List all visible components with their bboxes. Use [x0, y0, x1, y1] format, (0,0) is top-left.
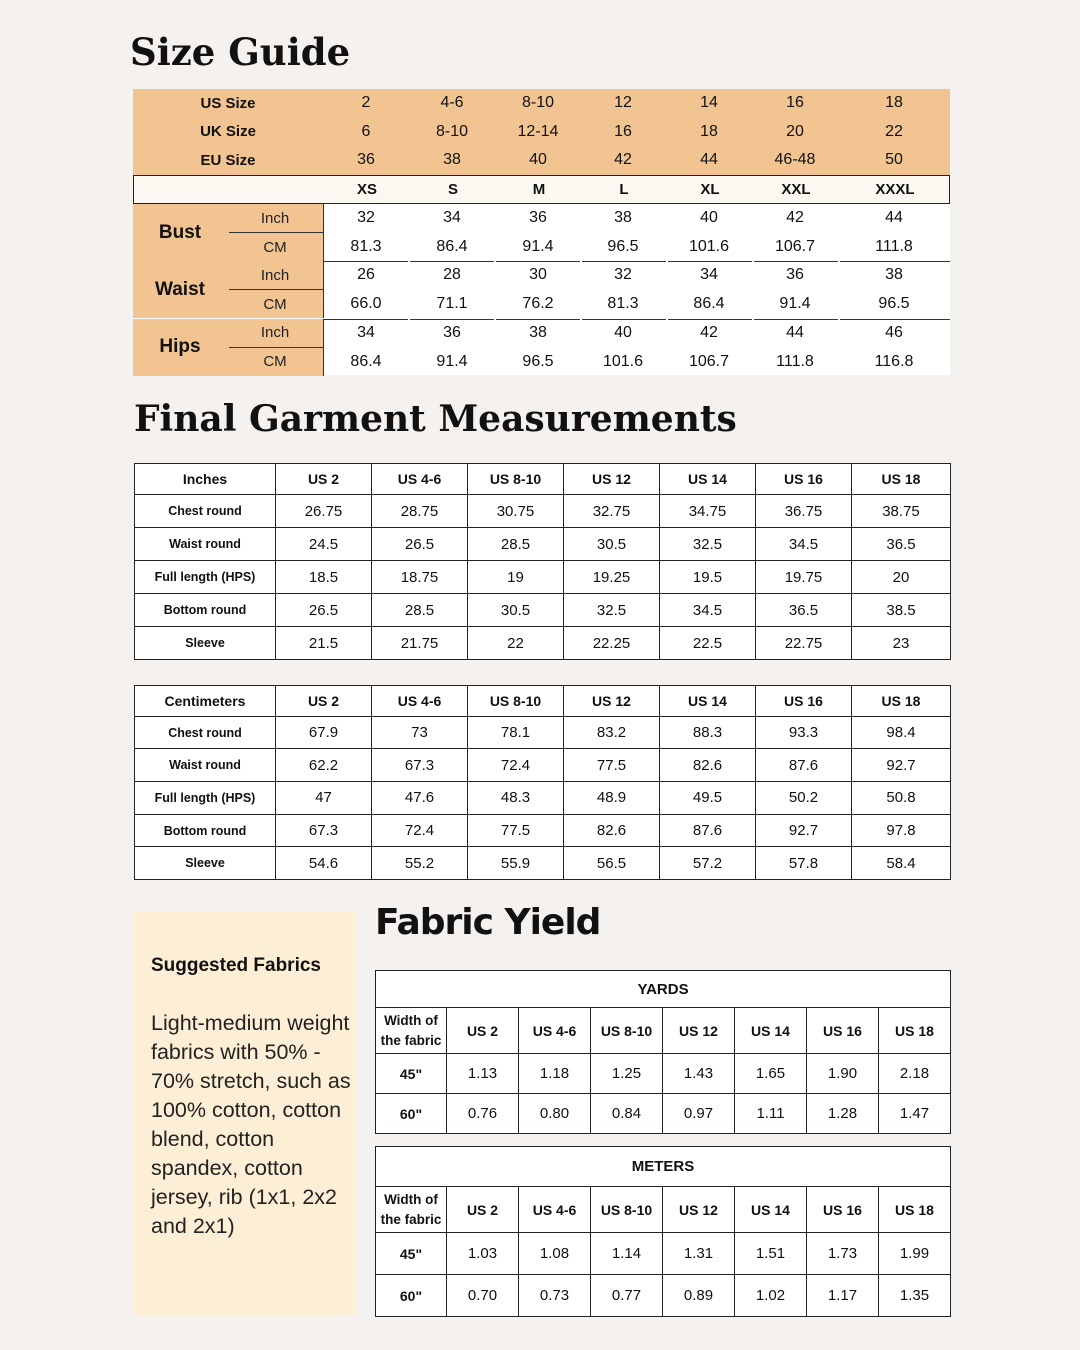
cm-value: 106.7: [774, 238, 816, 255]
size-header: US 12: [564, 686, 660, 717]
size-value: 44: [700, 151, 718, 169]
yield-value: 1.08: [519, 1233, 591, 1275]
cm-value: 81.3: [350, 238, 382, 255]
row-separator: [496, 261, 580, 262]
yield-value: 1.17: [807, 1275, 879, 1317]
unit-caption: YARDS: [376, 971, 951, 1008]
measurement-value: 22: [468, 627, 564, 660]
inch-value: 28: [443, 266, 461, 284]
caption-row: [376, 1147, 951, 1187]
unit-header: Centimeters: [135, 686, 276, 717]
measurement-value: 32.75: [564, 495, 660, 528]
yield-value: 0.76: [447, 1094, 519, 1134]
yield-value: 0.97: [663, 1094, 735, 1134]
fabric-yield-title: Fabric Yield: [375, 902, 601, 943]
size-header: US 2: [447, 1008, 519, 1054]
letter-size: XXL: [781, 181, 811, 198]
measurement-value: 34.75: [660, 495, 756, 528]
inch-value: 36: [529, 209, 547, 226]
suggested-fabrics-panel: [133, 911, 355, 1316]
garment-table-centimeters: [134, 685, 951, 880]
cm-value: 86.4: [350, 352, 382, 370]
size-system-row: [133, 89, 950, 117]
size-header: US 16: [807, 1008, 879, 1054]
table-row: [135, 814, 951, 847]
size-header: US 12: [564, 464, 660, 495]
inch-value: 26: [357, 266, 375, 284]
size-header: US 2: [276, 464, 372, 495]
yield-value: 1.11: [735, 1094, 807, 1134]
header-row: [135, 464, 951, 495]
size-value: 50: [885, 151, 903, 169]
size-value: 12: [614, 94, 632, 111]
measurement-group: [133, 261, 950, 318]
size-header: US 16: [807, 1187, 879, 1233]
size-guide-table: [133, 89, 950, 375]
size-header: US 8-10: [468, 464, 564, 495]
measurement-value: 48.3: [468, 782, 564, 815]
yield-value: 1.31: [663, 1233, 735, 1275]
size-header: US 14: [735, 1187, 807, 1233]
measurement-value: 28.75: [372, 495, 468, 528]
measurement-value: 38.5: [852, 594, 951, 627]
measurement-value: 19: [468, 561, 564, 594]
measurement-value: 26.75: [276, 495, 372, 528]
inch-value: 44: [885, 209, 903, 226]
letter-size: L: [619, 181, 629, 198]
cm-value: 86.4: [693, 295, 725, 313]
letter-size: XXXL: [875, 181, 915, 198]
measurement-value: 92.7: [852, 749, 951, 782]
measurement-value: 67.3: [372, 749, 468, 782]
cm-value: 116.8: [874, 352, 914, 370]
unit-header: Inches: [135, 464, 276, 495]
measurement-value: 18.5: [276, 561, 372, 594]
yield-value: 0.80: [519, 1094, 591, 1134]
measurement-value: 36.5: [756, 594, 852, 627]
size-header: US 18: [852, 464, 951, 495]
measurement-label: Full length (HPS): [135, 561, 276, 594]
yield-value: 1.73: [807, 1233, 879, 1275]
cm-value: 96.5: [607, 238, 639, 255]
size-header: US 2: [276, 686, 372, 717]
yield-value: 1.90: [807, 1054, 879, 1094]
yield-value: 0.70: [447, 1275, 519, 1317]
size-header: US 4-6: [519, 1008, 591, 1054]
unit-column: [227, 261, 323, 318]
size-value: 42: [614, 151, 632, 169]
measurement-group: [133, 319, 950, 376]
measurement-value: 38.75: [852, 495, 951, 528]
cm-value: 81.3: [607, 295, 639, 313]
measurement-value: 55.9: [468, 847, 564, 880]
letter-size: XL: [700, 181, 720, 198]
measurement-value: 82.6: [564, 814, 660, 847]
letter-size: M: [532, 181, 546, 198]
table-row: [376, 1233, 951, 1275]
garment-measurements-title: Final Garment Measurements: [134, 398, 737, 440]
size-value: 6: [361, 122, 371, 140]
measurement-label: Waist round: [135, 528, 276, 561]
measurement-value: 36.75: [756, 495, 852, 528]
measurement-value: 22.75: [756, 627, 852, 660]
size-header: US 16: [756, 686, 852, 717]
size-header: US 2: [447, 1187, 519, 1233]
unit-cm-label: CM: [263, 238, 287, 256]
size-header: US 16: [756, 464, 852, 495]
measurement-group: [133, 204, 950, 261]
size-header: US 14: [660, 464, 756, 495]
measurement-value: 28.5: [372, 594, 468, 627]
table-row: [376, 1054, 951, 1094]
measurement-value: 34.5: [660, 594, 756, 627]
inch-value: 36: [443, 323, 461, 341]
suggested-fabrics-title: Suggested Fabrics: [151, 955, 321, 976]
measurement-value: 49.5: [660, 782, 756, 815]
measurement-value: 50.8: [852, 782, 951, 815]
inch-value: 34: [700, 266, 718, 284]
measurement-value: 87.6: [756, 749, 852, 782]
measurement-value: 30.5: [564, 528, 660, 561]
measurement-value: 72.4: [372, 814, 468, 847]
garment-table-inches: [134, 463, 951, 660]
size-header: US 12: [663, 1187, 735, 1233]
header-row: [376, 1187, 951, 1233]
size-value: 14: [700, 94, 718, 111]
row-separator: [668, 319, 752, 320]
fabric-yield-meters-table: [375, 1146, 951, 1317]
measurement-value: 57.2: [660, 847, 756, 880]
cm-value: 106.7: [688, 352, 730, 370]
measurement-value: 36.5: [852, 528, 951, 561]
size-value: 4-6: [440, 94, 464, 111]
measurement-value: 92.7: [756, 814, 852, 847]
row-separator: [582, 261, 666, 262]
size-header: US 4-6: [519, 1187, 591, 1233]
measurement-value: 62.2: [276, 749, 372, 782]
table-row: [135, 782, 951, 815]
size-value: 2: [361, 94, 371, 111]
table-row: [135, 716, 951, 749]
measurement-value: 83.2: [564, 716, 660, 749]
measurement-value: 20: [852, 561, 951, 594]
size-system-row: [133, 118, 950, 146]
measurement-value: 77.5: [564, 749, 660, 782]
yield-value: 1.25: [591, 1054, 663, 1094]
yield-value: 1.99: [879, 1233, 951, 1275]
table-row: [376, 1094, 951, 1134]
inch-value: 38: [885, 266, 903, 284]
measurement-value: 72.4: [468, 749, 564, 782]
size-header: US 14: [660, 686, 756, 717]
size-value: 8-10: [435, 122, 469, 140]
cm-value: 96.5: [878, 295, 910, 313]
yield-value: 1.28: [807, 1094, 879, 1134]
cm-value: 66.0: [350, 295, 382, 313]
cm-value: 101.6: [602, 352, 644, 370]
fabric-width: 45": [376, 1054, 447, 1094]
measurement-value: 57.8: [756, 847, 852, 880]
size-value: 16: [786, 94, 804, 111]
inch-value: 36: [786, 266, 804, 284]
size-header: US 8-10: [591, 1187, 663, 1233]
measurement-value: 32.5: [660, 528, 756, 561]
unit-caption: METERS: [376, 1147, 951, 1187]
measurement-value: 22.5: [660, 627, 756, 660]
row-separator: [496, 319, 580, 320]
cm-value: 91.4: [522, 238, 554, 255]
measurement-label: Sleeve: [135, 847, 276, 880]
yield-value: 1.18: [519, 1054, 591, 1094]
size-system-label: EU Size: [200, 151, 256, 169]
row-separator: [754, 319, 838, 320]
size-value: 38: [443, 151, 461, 169]
size-value: 36: [357, 151, 375, 169]
fabric-width: 60": [376, 1094, 447, 1134]
size-value: 16: [614, 122, 632, 140]
measurement-value: 47: [276, 782, 372, 815]
cm-value: 96.5: [522, 352, 554, 370]
yield-value: 1.14: [591, 1233, 663, 1275]
size-system-label: UK Size: [200, 123, 256, 141]
table-row: [135, 627, 951, 660]
row-separator: [754, 261, 838, 262]
size-value: 18: [700, 122, 718, 140]
row-separator: [840, 319, 950, 320]
width-header: Width of the fabric: [376, 1187, 447, 1233]
size-system-label: US Size: [200, 94, 256, 112]
size-conversion-header: [133, 89, 950, 175]
measurement-value: 67.3: [276, 814, 372, 847]
size-value: 40: [529, 151, 547, 169]
measurement-value: 47.6: [372, 782, 468, 815]
row-separator: [840, 261, 950, 262]
measurement-value: 56.5: [564, 847, 660, 880]
measurement-value: 34.5: [756, 528, 852, 561]
cm-value: 91.4: [436, 352, 468, 370]
inch-value: 42: [700, 323, 718, 341]
cm-value: 101.6: [688, 238, 730, 255]
table-row: [135, 847, 951, 880]
measurement-value: 93.3: [756, 716, 852, 749]
width-header: Width of the fabric: [376, 1008, 447, 1054]
row-separator: [582, 319, 666, 320]
row-separator: [668, 261, 752, 262]
table-row: [135, 528, 951, 561]
measurement-value: 82.6: [660, 749, 756, 782]
inch-value: 34: [357, 323, 375, 341]
size-header: US 12: [663, 1008, 735, 1054]
measurement-value: 50.2: [756, 782, 852, 815]
size-value: 22: [885, 122, 903, 140]
header-row: [376, 1008, 951, 1054]
row-separator: [324, 261, 408, 262]
measurement-value: 19.75: [756, 561, 852, 594]
measurement-value: 21.75: [372, 627, 468, 660]
inch-value: 34: [443, 209, 461, 226]
measurement-value: 19.5: [660, 561, 756, 594]
inch-value: 32: [614, 266, 632, 284]
table-row: [135, 594, 951, 627]
yield-value: 1.47: [879, 1094, 951, 1134]
size-value: 8-10: [521, 94, 555, 111]
measurement-value: 21.5: [276, 627, 372, 660]
yield-value: 0.89: [663, 1275, 735, 1317]
measurement-value: 87.6: [660, 814, 756, 847]
suggested-fabrics-text: Light-medium weight fabrics with 50% - 70% stretch, such as 100% cotton, cotton blend, cotton spandex, cotton jersey, rib (1x1, 2x2 and 2x1): [151, 1011, 351, 1238]
measurement-label: Bottom round: [135, 814, 276, 847]
caption-row: [376, 971, 951, 1008]
cm-value: 86.4: [436, 238, 468, 255]
yield-value: 1.35: [879, 1275, 951, 1317]
measurement-value: 32.5: [564, 594, 660, 627]
size-header: US 18: [879, 1187, 951, 1233]
cm-value: 91.4: [779, 295, 811, 313]
yield-value: 0.73: [519, 1275, 591, 1317]
measurement-name: Bust: [133, 204, 227, 261]
yield-value: 1.51: [735, 1233, 807, 1275]
measurement-label: Bottom round: [135, 594, 276, 627]
measurement-value: 58.4: [852, 847, 951, 880]
letter-size: XS: [356, 181, 377, 198]
measurement-value: 54.6: [276, 847, 372, 880]
inch-value: 40: [700, 209, 718, 226]
size-header: US 18: [852, 686, 951, 717]
unit-inch-label: Inch: [260, 324, 290, 342]
measurement-value: 30.75: [468, 495, 564, 528]
measurement-value: 88.3: [660, 716, 756, 749]
table-row: [135, 495, 951, 528]
size-header: US 4-6: [372, 686, 468, 717]
size-header: US 8-10: [591, 1008, 663, 1054]
measurement-value: 77.5: [468, 814, 564, 847]
size-value: 20: [786, 122, 804, 140]
measurement-value: 24.5: [276, 528, 372, 561]
measurement-value: 26.5: [372, 528, 468, 561]
unit-column: [227, 204, 323, 261]
fabric-width: 45": [376, 1233, 447, 1275]
yield-value: 1.43: [663, 1054, 735, 1094]
yield-value: 0.84: [591, 1094, 663, 1134]
yield-value: 1.02: [735, 1275, 807, 1317]
unit-inch-label: Inch: [260, 266, 290, 284]
measurement-label: Sleeve: [135, 627, 276, 660]
yield-value: 1.03: [447, 1233, 519, 1275]
size-header: US 18: [879, 1008, 951, 1054]
measurement-value: 67.9: [276, 716, 372, 749]
yield-value: 2.18: [879, 1054, 951, 1094]
measurement-value: 98.4: [852, 716, 951, 749]
measurement-value: 26.5: [276, 594, 372, 627]
measurement-value: 55.2: [372, 847, 468, 880]
unit-inch-label: Inch: [260, 209, 290, 227]
table-row: [135, 749, 951, 782]
size-value: 18: [885, 94, 903, 111]
yield-value: 1.65: [735, 1054, 807, 1094]
measurement-value: 22.25: [564, 627, 660, 660]
fabric-yield-yards-table: [375, 970, 951, 1134]
measurement-value: 73: [372, 716, 468, 749]
size-guide-title: Size Guide: [130, 30, 351, 74]
measurement-value: 78.1: [468, 716, 564, 749]
row-separator: [410, 319, 494, 320]
measurement-value: 30.5: [468, 594, 564, 627]
measurement-label: Chest round: [135, 495, 276, 528]
size-header: US 8-10: [468, 686, 564, 717]
measurement-value: 48.9: [564, 782, 660, 815]
header-row: [135, 686, 951, 717]
inch-value: 46: [885, 323, 903, 341]
size-header: US 14: [735, 1008, 807, 1054]
inch-value: 30: [529, 266, 547, 284]
measurement-value: 28.5: [468, 528, 564, 561]
measurement-name: Hips: [133, 319, 227, 376]
cm-value: 111.8: [875, 238, 913, 255]
body-measurements: [133, 204, 950, 375]
letter-size-row: [133, 175, 950, 204]
measurement-label: Full length (HPS): [135, 782, 276, 815]
letter-size: S: [447, 181, 458, 198]
yield-value: 0.77: [591, 1275, 663, 1317]
inch-value: 38: [529, 323, 547, 341]
table-row: [135, 561, 951, 594]
row-separator: [410, 261, 494, 262]
inch-value: 40: [614, 323, 632, 341]
measurement-value: 18.75: [372, 561, 468, 594]
cm-value: 76.2: [522, 295, 554, 313]
unit-cm-label: CM: [263, 295, 287, 313]
cm-value: 111.8: [776, 352, 814, 370]
inch-value: 32: [357, 209, 375, 226]
table-row: [376, 1275, 951, 1317]
inch-value: 38: [614, 209, 632, 226]
unit-column: [227, 319, 323, 376]
measurement-value: 97.8: [852, 814, 951, 847]
size-value: 12-14: [517, 122, 559, 140]
size-header: US 4-6: [372, 464, 468, 495]
yield-value: 1.13: [447, 1054, 519, 1094]
measurement-label: Chest round: [135, 716, 276, 749]
size-value: 46-48: [774, 151, 816, 169]
measurement-value: 23: [852, 627, 951, 660]
size-system-row: [133, 146, 950, 174]
fabric-width: 60": [376, 1275, 447, 1317]
inch-value: 42: [786, 209, 804, 226]
inch-value: 44: [786, 323, 804, 341]
row-separator: [324, 319, 408, 320]
cm-value: 71.1: [436, 295, 468, 313]
measurement-name: Waist: [133, 261, 227, 318]
measurement-value: 19.25: [564, 561, 660, 594]
measurement-label: Waist round: [135, 749, 276, 782]
unit-cm-label: CM: [263, 353, 287, 371]
